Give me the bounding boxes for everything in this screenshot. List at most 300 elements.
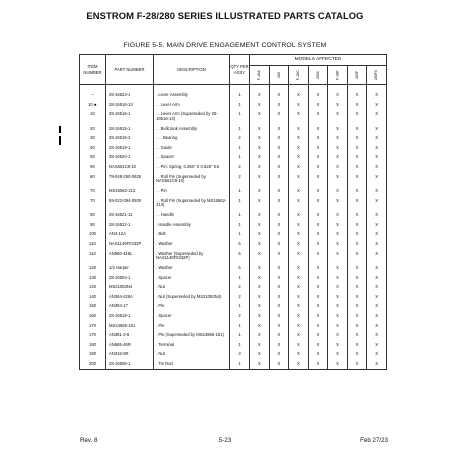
qty-cell: 1 [230, 110, 250, 124]
model-header [347, 66, 367, 85]
model-applicability-cell: X [328, 283, 348, 293]
model-label: F-28F [335, 69, 340, 80]
description-cell: . . Roll Pin (Superseded by NAS561C8-10) [154, 172, 230, 186]
part-number-cell: AN960-416L [106, 249, 154, 263]
model-applicability-cell: X [250, 110, 270, 124]
description-cell: . Tie Rod [154, 360, 230, 370]
description-cell: . Terminal [154, 340, 230, 350]
description-cell: . Spacer [154, 312, 230, 322]
part-number-cell: AN364-428A [106, 292, 154, 302]
table-row [80, 331, 387, 341]
model-applicability-cell: X [347, 172, 367, 186]
qty-cell: 2 [230, 312, 250, 322]
model-applicability-cell: X [308, 143, 328, 153]
model-applicability-cell: X [347, 360, 367, 370]
part-number-cell: MS16562-213 [106, 187, 154, 197]
model-header [250, 66, 270, 85]
model-applicability-cell: X [328, 153, 348, 163]
part-number-cell: MS24665-151 [106, 321, 154, 331]
model-applicability-cell: X [289, 350, 309, 360]
model-header [367, 66, 387, 85]
model-applicability-cell: X [250, 143, 270, 153]
model-applicability-cell: X [289, 163, 309, 173]
qty-cell: 2 [230, 292, 250, 302]
qty-cell: 1 [230, 340, 250, 350]
model-applicability-cell: X [250, 312, 270, 322]
model-applicability-cell: X [308, 134, 328, 144]
figure-caption: FIGURE 5-5. MAIN DRIVE ENGAGEMENT CONTROL SYSTEM [123, 42, 327, 49]
model-applicability-cell: X [269, 230, 289, 240]
model-applicability-cell: X [250, 249, 270, 263]
model-header [289, 66, 309, 85]
model-applicability-cell: X [250, 163, 270, 173]
model-applicability-cell: X [289, 292, 309, 302]
model-applicability-cell: X [328, 220, 348, 230]
model-applicability-cell: X [328, 163, 348, 173]
model-applicability-cell: X [308, 350, 328, 360]
qty-cell: 1 [230, 196, 250, 210]
model-applicability-cell: X [289, 172, 309, 186]
description-cell: . . Pin: Spring, 0.250" X 0.625" SS [154, 163, 230, 173]
qty-cell: 1 [230, 124, 250, 134]
model-applicability-cell: X [269, 360, 289, 370]
part-number-cell: 28-16518-1 [106, 312, 154, 322]
model-applicability-cell: X [347, 340, 367, 350]
model-applicability-cell: X [367, 331, 387, 341]
model-applicability-cell: X [367, 134, 387, 144]
part-number-cell: AN665-46R [106, 340, 154, 350]
model-label: 280C [315, 70, 320, 79]
description-cell: . . . Bearing [154, 134, 230, 144]
table-row [80, 110, 387, 124]
description-cell: . Pin [154, 321, 230, 331]
description-cell: . Washer (Superseded by NAS1149F0432P) [154, 249, 230, 263]
model-applicability-cell: X [289, 321, 309, 331]
model-applicability-cell: X [308, 331, 328, 341]
model-applicability-cell: X [367, 292, 387, 302]
item-number-cell: 140 [80, 283, 106, 293]
model-applicability-cell: X [289, 124, 309, 134]
model-applicability-cell: X [347, 331, 367, 341]
model-applicability-cell: X [347, 273, 367, 283]
model-applicability-cell: X [328, 240, 348, 250]
model-applicability-cell: X [250, 100, 270, 110]
model-applicability-cell: X [308, 163, 328, 173]
model-applicability-cell: X [328, 110, 348, 124]
column-header-part: PART NUMBER [106, 55, 154, 85]
model-applicability-cell: X [250, 124, 270, 134]
item-number-cell: -- [80, 91, 106, 101]
model-applicability-cell: X [367, 211, 387, 221]
model-applicability-cell: X [308, 321, 328, 331]
model-applicability-cell: X [328, 100, 348, 110]
model-applicability-cell: X [269, 292, 289, 302]
table-row [80, 172, 387, 186]
model-applicability-cell: X [347, 321, 367, 331]
qty-cell: 1 [230, 360, 250, 370]
item-number-cell: 180 [80, 340, 106, 350]
model-applicability-cell: X [250, 172, 270, 186]
model-applicability-cell: X [289, 340, 309, 350]
model-applicability-cell: X [328, 143, 348, 153]
qty-cell: 1 [230, 331, 250, 341]
part-number-cell: 28-16515-3 [106, 134, 154, 144]
table-row [80, 350, 387, 360]
part-number-cell: 28-16515-1 [106, 124, 154, 134]
model-applicability-cell: X [250, 340, 270, 350]
model-applicability-cell: X [367, 187, 387, 197]
item-number-cell: 160 [80, 312, 106, 322]
model-applicability-cell: X [308, 220, 328, 230]
model-applicability-cell: X [308, 100, 328, 110]
model-applicability-cell: X [367, 273, 387, 283]
item-number-cell: 190 [80, 350, 106, 360]
part-number-cell: 28-16505-1 [106, 360, 154, 370]
model-applicability-cell: X [328, 350, 348, 360]
item-number-cell: 110 [80, 249, 106, 263]
column-header-models-affected: MODELS AFFECTED [250, 55, 387, 66]
model-applicability-cell: X [308, 249, 328, 263]
footer-page-number: 5-23 [218, 437, 232, 444]
description-cell: . . Spacer [154, 153, 230, 163]
item-number-cell: 10◄ [80, 100, 106, 110]
qty-cell: 1 [230, 230, 250, 240]
item-number-cell: 50 [80, 153, 106, 163]
model-applicability-cell: X [250, 302, 270, 312]
model-applicability-cell: X [367, 100, 387, 110]
model-applicability-cell: X [269, 312, 289, 322]
model-applicability-cell: X [347, 124, 367, 134]
qty-cell: 2 [230, 134, 250, 144]
description-cell: . Spacer [154, 273, 230, 283]
item-number-cell: 20 [80, 124, 106, 134]
model-applicability-cell: X [269, 211, 289, 221]
model-applicability-cell: X [250, 292, 270, 302]
model-applicability-cell: X [367, 91, 387, 101]
model-applicability-cell: X [289, 220, 309, 230]
model-applicability-cell: X [250, 196, 270, 210]
part-number-cell: 79-048-250-0625 [106, 172, 154, 186]
model-applicability-cell: X [308, 292, 328, 302]
model-applicability-cell: X [250, 360, 270, 370]
qty-cell: 2 [230, 163, 250, 173]
model-header [269, 66, 289, 85]
model-applicability-cell: X [347, 91, 367, 101]
qty-cell: 1 [230, 153, 250, 163]
model-applicability-cell: X [347, 187, 367, 197]
part-number-cell: NAS561C8-10 [106, 163, 154, 173]
model-applicability-cell: X [367, 283, 387, 293]
model-applicability-cell: X [308, 283, 328, 293]
description-cell: . . Lever Arm (Superseded by 28-16516-13) [154, 110, 230, 124]
table-row [80, 292, 387, 302]
model-applicability-cell: X [269, 124, 289, 134]
model-applicability-cell: X [308, 91, 328, 101]
item-number-cell: 10 [80, 110, 106, 124]
model-applicability-cell: X [367, 321, 387, 331]
qty-cell: 5 [230, 249, 250, 263]
item-number-cell: 60 [80, 163, 106, 173]
model-applicability-cell: X [347, 100, 367, 110]
model-applicability-cell: X [250, 230, 270, 240]
qty-cell: 1 [230, 273, 250, 283]
model-applicability-cell: X [289, 249, 309, 263]
table-row [80, 163, 387, 173]
part-number-cell: AN394-17 [106, 302, 154, 312]
model-applicability-cell: X [308, 264, 328, 274]
model-applicability-cell: X [367, 302, 387, 312]
table-row [80, 264, 387, 274]
model-applicability-cell: X [269, 302, 289, 312]
model-applicability-cell: X [269, 100, 289, 110]
model-applicability-cell: X [308, 211, 328, 221]
model-applicability-cell: X [269, 249, 289, 263]
part-number-cell: AN316-5R [106, 350, 154, 360]
model-applicability-cell: X [367, 350, 387, 360]
description-cell: . . Pin [154, 187, 230, 197]
model-applicability-cell: X [367, 153, 387, 163]
model-applicability-cell: X [308, 196, 328, 210]
model-applicability-cell: X [269, 340, 289, 350]
model-applicability-cell: X [308, 360, 328, 370]
qty-cell: 1 [230, 100, 250, 110]
table-row [80, 211, 387, 221]
model-applicability-cell: X [308, 273, 328, 283]
table-row [80, 91, 387, 101]
item-number-cell: 30 [80, 134, 106, 144]
model-applicability-cell: X [308, 302, 328, 312]
model-applicability-cell: X [328, 331, 348, 341]
model-applicability-cell: X [289, 211, 309, 221]
model-label: 280FX [374, 69, 379, 80]
model-label: F-28C [296, 69, 301, 80]
revision-bar [59, 126, 61, 133]
model-applicability-cell: X [347, 264, 367, 274]
model-applicability-cell: X [269, 110, 289, 124]
model-applicability-cell: X [289, 110, 309, 124]
model-applicability-cell: X [367, 110, 387, 124]
item-number-cell: 70 [80, 196, 106, 210]
model-applicability-cell: X [347, 134, 367, 144]
model-applicability-cell: X [308, 153, 328, 163]
model-header [328, 66, 348, 85]
model-applicability-cell: X [250, 283, 270, 293]
model-applicability-cell: X [328, 187, 348, 197]
model-applicability-cell: X [289, 312, 309, 322]
item-number-cell: 170 [80, 321, 106, 331]
model-label: 280 [276, 71, 281, 78]
part-number-cell: 28-16523-1 [106, 91, 154, 101]
model-applicability-cell: X [269, 220, 289, 230]
model-applicability-cell: X [328, 360, 348, 370]
table-row [80, 360, 387, 370]
part-number-cell: 28-16522-1 [106, 220, 154, 230]
table-row [80, 283, 387, 293]
description-cell: . Washer [154, 264, 230, 274]
item-number-cell: 170 [80, 331, 106, 341]
model-applicability-cell: X [328, 211, 348, 221]
description-cell: . Bolt [154, 230, 230, 240]
qty-cell: 1 [230, 91, 250, 101]
column-header-item: ITEM NUMBER [80, 55, 106, 85]
part-number-cell: AN381-2-8 [106, 331, 154, 341]
table-row [80, 312, 387, 322]
description-cell: . . Handle [154, 211, 230, 221]
model-applicability-cell: X [250, 264, 270, 274]
model-applicability-cell: X [308, 187, 328, 197]
part-number-cell: 28-16516-13 [106, 100, 154, 110]
model-applicability-cell: X [250, 350, 270, 360]
item-number-cell: 200 [80, 360, 106, 370]
table-row [80, 196, 387, 210]
model-applicability-cell: X [250, 134, 270, 144]
model-applicability-cell: X [367, 172, 387, 186]
model-applicability-cell: X [328, 91, 348, 101]
model-applicability-cell: X [289, 240, 309, 250]
model-applicability-cell: X [269, 283, 289, 293]
catalog-title: ENSTROM F-28/280 SERIES ILLUSTRATED PARTS CATALOG [86, 10, 364, 21]
model-applicability-cell: X [347, 110, 367, 124]
model-applicability-cell: X [347, 211, 367, 221]
model-applicability-cell: X [250, 321, 270, 331]
table-row [80, 100, 387, 110]
model-applicability-cell: X [289, 134, 309, 144]
model-applicability-cell: X [269, 134, 289, 144]
model-applicability-cell: X [269, 143, 289, 153]
description-cell: . Lever Assembly [154, 91, 230, 101]
part-number-cell: 28-16521-11 [106, 211, 154, 221]
model-applicability-cell: X [269, 172, 289, 186]
model-applicability-cell: X [269, 240, 289, 250]
model-applicability-cell: X [328, 273, 348, 283]
model-applicability-cell: X [250, 331, 270, 341]
model-applicability-cell: X [328, 292, 348, 302]
column-header-description: DESCRIPTION [154, 55, 230, 85]
model-applicability-cell: X [367, 124, 387, 134]
model-applicability-cell: X [328, 134, 348, 144]
model-applicability-cell: X [328, 312, 348, 322]
qty-cell: 3 [230, 350, 250, 360]
description-cell: . Pin (Superseded by MS24665-151) [154, 331, 230, 341]
model-applicability-cell: X [367, 196, 387, 210]
model-applicability-cell: X [328, 124, 348, 134]
description-cell: . . Bellcrank Assembly [154, 124, 230, 134]
model-applicability-cell: X [269, 187, 289, 197]
model-applicability-cell: X [347, 302, 367, 312]
qty-cell: 1 [230, 211, 250, 221]
model-applicability-cell: X [269, 273, 289, 283]
model-applicability-cell: X [250, 91, 270, 101]
model-applicability-cell: X [308, 312, 328, 322]
model-applicability-cell: X [328, 321, 348, 331]
model-applicability-cell: X [347, 350, 367, 360]
model-applicability-cell: X [269, 321, 289, 331]
model-label: 280F [355, 70, 360, 79]
model-applicability-cell: X [289, 153, 309, 163]
qty-cell: 5 [230, 240, 250, 250]
qty-cell: 1 [230, 220, 250, 230]
table-row [80, 134, 387, 144]
model-applicability-cell: X [250, 153, 270, 163]
model-applicability-cell: X [269, 264, 289, 274]
part-number-cell: 1/4 Harper [106, 264, 154, 274]
table-row [80, 240, 387, 250]
model-applicability-cell: X [347, 292, 367, 302]
model-applicability-cell: X [308, 172, 328, 186]
model-applicability-cell: X [367, 143, 387, 153]
item-number-cell: 40 [80, 143, 106, 153]
description-cell: . . Roll Pin (Superseded by MS16562-213) [154, 196, 230, 210]
model-applicability-cell: X [289, 264, 309, 274]
model-applicability-cell: X [328, 340, 348, 350]
model-applicability-cell: X [328, 172, 348, 186]
model-applicability-cell: X [250, 273, 270, 283]
model-applicability-cell: X [269, 350, 289, 360]
model-applicability-cell: X [269, 331, 289, 341]
description-cell: . . Lever Arm [154, 100, 230, 110]
table-row [80, 340, 387, 350]
model-applicability-cell: X [347, 283, 367, 293]
model-applicability-cell: X [308, 230, 328, 240]
model-applicability-cell: X [347, 143, 367, 153]
model-applicability-cell: X [367, 360, 387, 370]
qty-cell: 1 [230, 302, 250, 312]
model-applicability-cell: X [289, 196, 309, 210]
column-header-qty: QTY PER ASSY [230, 55, 250, 85]
model-applicability-cell: X [269, 153, 289, 163]
footer-revision: Rev. 8 [80, 437, 98, 444]
model-applicability-cell: X [367, 163, 387, 173]
model-applicability-cell: X [308, 340, 328, 350]
model-applicability-cell: X [367, 264, 387, 274]
model-applicability-cell: X [269, 91, 289, 101]
item-number-cell: 70 [80, 187, 106, 197]
model-applicability-cell: X [289, 91, 309, 101]
model-applicability-cell: X [250, 240, 270, 250]
model-applicability-cell: X [328, 196, 348, 210]
model-applicability-cell: X [250, 211, 270, 221]
model-applicability-cell: X [289, 230, 309, 240]
model-applicability-cell: X [367, 240, 387, 250]
model-applicability-cell: X [347, 163, 367, 173]
model-applicability-cell: X [269, 163, 289, 173]
part-number-cell: 28-16516-1 [106, 110, 154, 124]
description-cell: . Washer [154, 240, 230, 250]
model-applicability-cell: X [308, 124, 328, 134]
model-applicability-cell: X [250, 220, 270, 230]
model-applicability-cell: X [347, 196, 367, 210]
description-cell: . Pin [154, 302, 230, 312]
footer-date: Feb 27/23 [360, 437, 388, 444]
model-applicability-cell: X [347, 220, 367, 230]
qty-cell: 2 [230, 283, 250, 293]
model-applicability-cell: X [289, 100, 309, 110]
model-applicability-cell: X [328, 249, 348, 263]
model-applicability-cell: X [328, 302, 348, 312]
table-row [80, 220, 387, 230]
model-applicability-cell: X [347, 153, 367, 163]
qty-cell: 1 [230, 187, 250, 197]
item-number-cell: 140 [80, 292, 106, 302]
model-applicability-cell: X [289, 273, 309, 283]
table-row [80, 124, 387, 134]
model-applicability-cell: X [367, 312, 387, 322]
item-number-cell: 110 [80, 240, 106, 250]
description-cell: . . Guide [154, 143, 230, 153]
item-number-cell: 100 [80, 230, 106, 240]
part-number-cell: 28-16520-1 [106, 153, 154, 163]
model-applicability-cell: X [308, 110, 328, 124]
